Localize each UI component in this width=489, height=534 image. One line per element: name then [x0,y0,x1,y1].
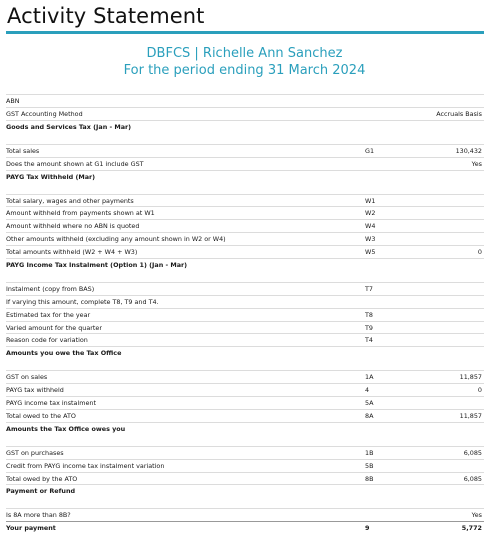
row-label: Amount withheld where no ABN is quoted [6,222,140,231]
section-heading-label: PAYG Tax Withheld (Mar) [6,172,96,181]
row-label: Is 8A more than 8B? [6,511,71,520]
row-value: Yes [471,511,482,520]
statement-row [6,245,484,258]
section-heading-label: Amounts you owe the Tax Office [6,349,122,358]
statement-row [6,157,484,170]
row-label: Total sales [6,146,40,155]
row-label: Estimated tax for the year [6,310,91,319]
row-value: Accruals Basis [436,109,482,118]
row-label: PAYG tax withheld [6,386,64,395]
row-code: W2 [365,209,376,218]
statement-row [6,396,484,409]
statement-row [6,194,484,207]
row-code: 8B [365,474,374,483]
row-label: Other amounts withheld (excluding any amount shown in W2 or W4) [6,235,226,244]
page-title: Activity Statement [7,4,205,28]
title-divider [6,31,484,34]
statement-row [6,446,484,459]
statement-row [6,219,484,232]
company-name: DBFCS | Richelle Ann Sanchez [146,46,343,61]
section-heading-label: Amounts the Tax Office owes you [6,424,126,433]
row-value: 0 [477,248,482,256]
statement-row [6,321,484,334]
row-value: 6,085 [463,448,482,457]
statement-row [6,232,484,245]
row-label: Amount withheld from payments shown at W1 [6,209,155,218]
row-label: GST on purchases [6,448,64,457]
section-heading [6,258,484,282]
total-row [6,521,484,534]
statement-row [6,282,484,295]
row-label: GST on sales [6,373,48,382]
row-label: ABN [6,97,20,105]
row-value: 130,432 [455,146,482,155]
row-code: 4 [365,386,370,395]
row-code: T9 [365,323,373,332]
statement-row [6,333,484,346]
statement-row [6,459,484,472]
statement-row [6,508,484,521]
row-code: 1B [365,448,374,457]
section-heading-label: PAYG Income Tax Instalment (Option 1) (Jan - Mar) [6,260,188,269]
statement-row [6,409,484,422]
row-value: 6,085 [463,474,482,483]
statement-row [6,295,484,308]
row-value: 11,857 [459,373,482,382]
statement-row [6,370,484,383]
section-heading [6,120,484,144]
statement-row [6,144,484,157]
section-heading [6,484,484,508]
row-label: Total owed to the ATO [6,411,76,420]
row-label: Varied amount for the quarter [6,323,102,332]
statement-row [6,308,484,321]
section-heading [6,422,484,446]
row-code: W1 [365,196,376,205]
row-code: 1A [365,373,374,382]
statement-row [6,206,484,219]
statement-row [6,94,484,107]
row-code: T7 [365,284,373,293]
statement-row [6,383,484,396]
section-heading [6,170,484,194]
row-code: 5A [365,399,374,407]
row-value: 0 [477,386,482,395]
row-label: Reason code for variation [6,336,88,345]
row-code: T4 [365,336,373,345]
row-label: GST Accounting Method [6,109,83,118]
row-code: W4 [365,222,376,231]
row-label: Credit from PAYG income tax instalment variation [6,461,165,470]
statement-row [6,107,484,120]
statement-row [6,472,484,485]
row-code: T8 [365,310,373,319]
row-value: 5,772 [461,524,482,533]
statement-table [6,94,484,534]
row-value: 11,857 [459,411,482,420]
row-label: Does the amount shown at G1 include GST [6,159,144,168]
row-label: If varying this amount, complete T8, T9 and T4. [6,297,159,306]
row-code: W3 [365,235,376,244]
section-heading-label: Goods and Services Tax (Jan - Mar) [6,122,132,131]
row-code: 8A [365,411,374,420]
row-label: Total salary, wages and other payments [6,196,134,205]
row-value: Yes [471,159,482,168]
row-code: G1 [365,146,375,155]
section-heading-label: Payment or Refund [6,487,76,496]
row-label: Instalment (copy from BAS) [6,284,95,293]
row-label: PAYG income tax instalment [6,399,96,407]
row-label: Total owed by the ATO [6,474,78,483]
statement-period: For the period ending 31 March 2024 [123,63,366,78]
row-label: Your payment [6,524,56,533]
row-label: Total amounts withheld (W2 + W4 + W3) [6,248,138,256]
row-code: 5B [365,461,374,470]
row-code: W5 [365,248,376,256]
row-code: 9 [365,524,370,533]
section-heading [6,346,484,370]
